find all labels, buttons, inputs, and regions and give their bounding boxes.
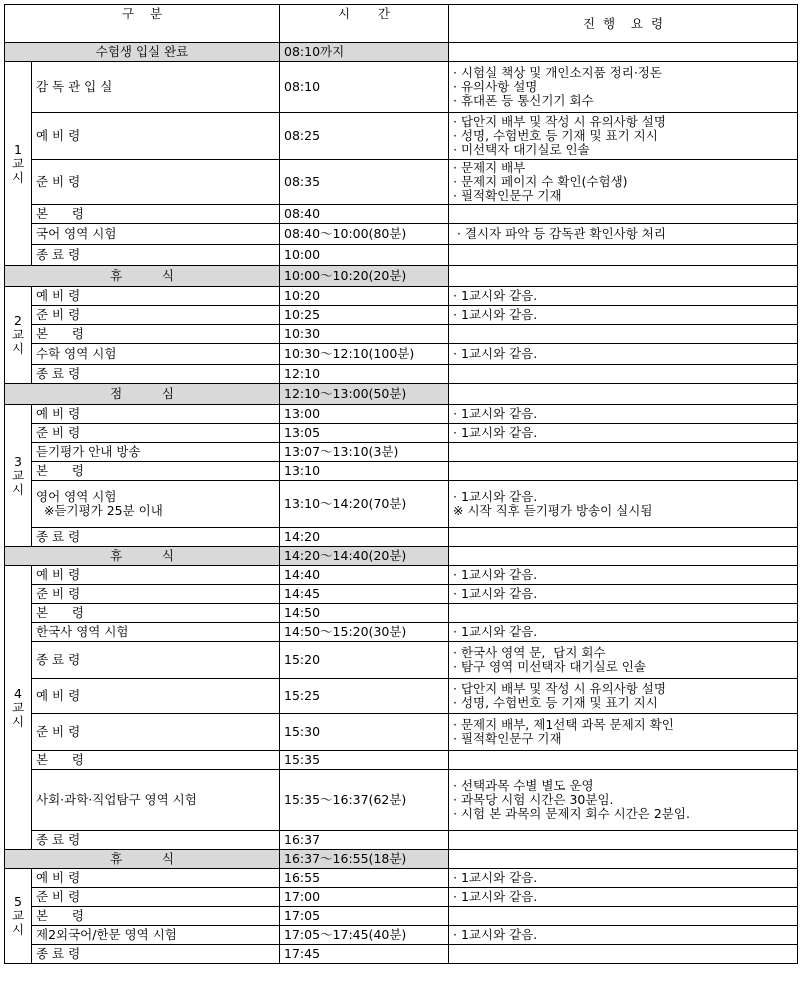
stage-time: 13:10 (280, 462, 449, 481)
schedule-row (5, 287, 798, 306)
schedule-row (5, 245, 798, 266)
break-time: 14:20～14:40(20분) (280, 547, 449, 566)
note-line: · 1교시와 같음. (453, 927, 538, 942)
stage-label-text: 국어 영역 시험 (36, 226, 117, 241)
schedule-row (5, 325, 798, 344)
note-line: · 1교시와 같음. (453, 870, 538, 885)
stage-label-text: 종 료 령 (36, 946, 81, 961)
stage-notes (449, 113, 798, 160)
stage-time: 13:05 (280, 424, 449, 443)
stage-label (32, 443, 280, 462)
stage-notes (449, 528, 798, 547)
schedule-row (5, 424, 798, 443)
stage-time: 10:00 (280, 245, 449, 266)
schedule-row (5, 585, 798, 604)
schedule-row (5, 907, 798, 926)
stage-notes (449, 224, 798, 245)
break-time: 10:00～10:20(20분) (280, 266, 449, 287)
stage-notes (449, 344, 798, 365)
schedule-row (5, 365, 798, 384)
stage-label-text: 제2외국어/한문 영역 시험 (36, 927, 177, 942)
schedule-row (5, 679, 798, 714)
stage-time: 15:20 (280, 642, 449, 679)
stage-time: 08:10 (280, 62, 449, 113)
stage-notes (449, 205, 798, 224)
stage-notes (449, 679, 798, 714)
period-label: 4 교 시 (5, 566, 32, 850)
stage-label (32, 224, 280, 245)
stage-label-text: 본 령 (36, 605, 84, 620)
stage-notes (449, 306, 798, 325)
header-time: 시 간 (280, 5, 449, 43)
stage-notes (449, 443, 798, 462)
stage-label-text: 본 령 (36, 463, 84, 478)
stage-time: 16:55 (280, 869, 449, 888)
stage-time: 15:35 (280, 751, 449, 770)
stage-label (32, 205, 280, 224)
stage-label (32, 344, 280, 365)
stage-label-text: 예 비 령 (36, 406, 81, 421)
stage-time: 15:35～16:37(62분) (280, 770, 449, 831)
exam-schedule-table (4, 4, 798, 964)
stage-label-text: 한국사 영역 시험 (36, 624, 129, 639)
period-label: 1 교 시 (5, 62, 32, 266)
schedule-row (5, 405, 798, 424)
stage-label-text: 예 비 령 (36, 688, 81, 703)
break-label: 휴 식 (5, 547, 280, 566)
note-line: · 선택과목 수별 별도 운영 (453, 778, 594, 793)
schedule-row (5, 344, 798, 365)
stage-label (32, 642, 280, 679)
stage-time: 15:25 (280, 679, 449, 714)
note-line: · 필적확인문구 기재 (453, 188, 562, 203)
stage-label-text: 사회·과학·직업탐구 영역 시험 (36, 792, 197, 807)
stage-notes (449, 585, 798, 604)
note-line: · 성명, 수험번호 등 기재 및 표기 지시 (453, 695, 658, 710)
note-line: · 문제지 배부 (453, 160, 526, 175)
note-line: · 시험 본 과목의 문제지 회수 시간은 2분임. (453, 806, 690, 821)
stage-label (32, 160, 280, 205)
schedule-row (5, 714, 798, 751)
stage-time: 14:50～15:20(30분) (280, 623, 449, 642)
stage-time: 14:20 (280, 528, 449, 547)
stage-label (32, 405, 280, 424)
stage-time: 17:05 (280, 907, 449, 926)
stage-notes (449, 926, 798, 945)
note-line: · 1교시와 같음. (453, 889, 538, 904)
schedule-row (5, 306, 798, 325)
schedule-row (5, 926, 798, 945)
note-line: · 성명, 수험번호 등 기재 및 표기 지시 (453, 128, 658, 143)
stage-time: 14:45 (280, 585, 449, 604)
schedule-row (5, 888, 798, 907)
stage-notes (449, 714, 798, 751)
schedule-row (5, 869, 798, 888)
note-line: · 문제지 배부, 제1선택 과목 문제지 확인 (453, 717, 674, 732)
stage-time: 17:45 (280, 945, 449, 964)
note-line: · 유의사항 설명 (453, 79, 538, 94)
stage-label-text: 수학 영역 시험 (36, 346, 117, 361)
stage-label (32, 770, 280, 831)
stage-label-text: 감 독 관 입 실 (36, 79, 113, 94)
schedule-row (5, 113, 798, 160)
table-header-row (5, 5, 798, 43)
period-label: 3 교 시 (5, 405, 32, 547)
stage-label-text: 준 비 령 (36, 307, 81, 322)
stage-label-text: 예 비 령 (36, 128, 81, 143)
stage-label-text: 예 비 령 (36, 288, 81, 303)
schedule-row (5, 566, 798, 585)
note-line: · 결시자 파악 등 감독관 확인사항 처리 (453, 226, 666, 241)
stage-label (32, 926, 280, 945)
note-line: · 1교시와 같음. (453, 288, 538, 303)
stage-label (32, 481, 280, 528)
stage-label-text: 종 료 령 (36, 247, 81, 262)
stage-label (32, 623, 280, 642)
break-row (5, 43, 798, 62)
note-line: · 답안지 배부 및 작성 시 유의사항 설명 (453, 681, 666, 696)
stage-label (32, 62, 280, 113)
stage-label (32, 831, 280, 850)
schedule-row (5, 770, 798, 831)
note-line: · 1교시와 같음. (453, 567, 538, 582)
stage-label (32, 462, 280, 481)
schedule-row (5, 443, 798, 462)
stage-label (32, 679, 280, 714)
stage-label-text: 본 령 (36, 752, 84, 767)
stage-notes (449, 481, 798, 528)
stage-time: 13:00 (280, 405, 449, 424)
period-label: 2 교 시 (5, 287, 32, 384)
break-notes (449, 850, 798, 869)
stage-label (32, 888, 280, 907)
stage-time: 08:40 (280, 205, 449, 224)
break-notes (449, 43, 798, 62)
stage-label-text: 예 비 령 (36, 870, 81, 885)
stage-time: 17:00 (280, 888, 449, 907)
stage-label (32, 907, 280, 926)
stage-label-text: 예 비 령 (36, 567, 81, 582)
stage-notes (449, 405, 798, 424)
stage-label-text: 본 령 (36, 908, 84, 923)
stage-time: 16:37 (280, 831, 449, 850)
break-label: 휴 식 (5, 266, 280, 287)
stage-time: 17:05～17:45(40분) (280, 926, 449, 945)
schedule-row (5, 481, 798, 528)
schedule-row (5, 528, 798, 547)
stage-time: 10:25 (280, 306, 449, 325)
schedule-row (5, 623, 798, 642)
note-line: · 과목당 시험 시간은 30분임. (453, 792, 614, 807)
break-label: 휴 식 (5, 850, 280, 869)
stage-notes (449, 287, 798, 306)
break-time: 16:37～16:55(18분) (280, 850, 449, 869)
stage-notes (449, 751, 798, 770)
stage-notes (449, 462, 798, 481)
stage-notes (449, 945, 798, 964)
stage-label-text: 준 비 령 (36, 174, 81, 189)
stage-notes (449, 869, 798, 888)
break-notes (449, 384, 798, 405)
stage-notes (449, 365, 798, 384)
stage-time: 13:07～13:10(3분) (280, 443, 449, 462)
break-time: 08:10까지 (280, 43, 449, 62)
note-line: · 1교시와 같음. (453, 346, 538, 361)
stage-notes (449, 888, 798, 907)
break-row (5, 384, 798, 405)
note-line: · 1교시와 같음. (453, 307, 538, 322)
break-label: 점 심 (5, 384, 280, 405)
stage-notes (449, 770, 798, 831)
schedule-row (5, 205, 798, 224)
stage-label (32, 424, 280, 443)
stage-time: 14:50 (280, 604, 449, 623)
stage-label (32, 751, 280, 770)
break-notes (449, 547, 798, 566)
note-line: · 답안지 배부 및 작성 시 유의사항 설명 (453, 114, 666, 129)
stage-label-text: 준 비 령 (36, 724, 81, 739)
note-line: · 탐구 영역 미선택자 대기실로 인솔 (453, 659, 646, 674)
stage-time: 15:30 (280, 714, 449, 751)
stage-notes (449, 623, 798, 642)
schedule-row (5, 62, 798, 113)
stage-label-text: 종 료 령 (36, 366, 81, 381)
stage-label-text: 준 비 령 (36, 586, 81, 601)
note-line: · 시험실 책상 및 개인소지품 정리·정돈 (453, 65, 662, 80)
break-time: 12:10～13:00(50분) (280, 384, 449, 405)
stage-label (32, 306, 280, 325)
stage-time: 14:40 (280, 566, 449, 585)
note-line: · 1교시와 같음. (453, 489, 538, 504)
schedule-row (5, 160, 798, 205)
note-line: · 1교시와 같음. (453, 425, 538, 440)
schedule-row (5, 831, 798, 850)
stage-notes (449, 424, 798, 443)
note-line: · 1교시와 같음. (453, 586, 538, 601)
note-line: · 휴대폰 등 통신기기 회수 (453, 93, 594, 108)
stage-time: 13:10～14:20(70분) (280, 481, 449, 528)
stage-label (32, 245, 280, 266)
break-label: 수험생 입실 완료 (5, 43, 280, 62)
stage-notes (449, 245, 798, 266)
note-line: · 필적확인문구 기재 (453, 731, 562, 746)
stage-notes (449, 831, 798, 850)
stage-time: 08:40～10:00(80분) (280, 224, 449, 245)
stage-notes (449, 642, 798, 679)
stage-label-text: 본 령 (36, 206, 84, 221)
header-category: 구 분 (5, 5, 280, 43)
stage-time: 08:25 (280, 113, 449, 160)
stage-label (32, 714, 280, 751)
schedule-row (5, 604, 798, 623)
stage-label-text: 종 료 령 (36, 529, 81, 544)
stage-label-text: 종 료 령 (36, 832, 81, 847)
break-notes (449, 266, 798, 287)
stage-time: 08:35 (280, 160, 449, 205)
note-line: · 1교시와 같음. (453, 406, 538, 421)
stage-label-text: 종 료 령 (36, 652, 81, 667)
note-line: · 미선택자 대기실로 인솔 (453, 142, 590, 157)
period-label: 5 교 시 (5, 869, 32, 964)
header-procedure: 진 행 요 령 (449, 5, 798, 43)
stage-time: 10:30～12:10(100분) (280, 344, 449, 365)
note-line: · 1교시와 같음. (453, 624, 538, 639)
break-row (5, 547, 798, 566)
stage-label (32, 869, 280, 888)
stage-label (32, 585, 280, 604)
stage-time: 10:20 (280, 287, 449, 306)
stage-notes (449, 160, 798, 205)
stage-notes (449, 907, 798, 926)
schedule-row (5, 945, 798, 964)
stage-label (32, 604, 280, 623)
break-row (5, 850, 798, 869)
stage-notes (449, 566, 798, 585)
stage-label-text: 듣기평가 안내 방송 (36, 444, 141, 459)
schedule-row (5, 751, 798, 770)
note-line: · 문제지 페이지 수 확인(수험생) (453, 174, 628, 189)
stage-label (32, 287, 280, 306)
schedule-row (5, 462, 798, 481)
break-row (5, 266, 798, 287)
stage-label-text: 영어 영역 시험 (36, 489, 117, 504)
stage-label (32, 528, 280, 547)
stage-label-text: 준 비 령 (36, 425, 81, 440)
stage-time: 12:10 (280, 365, 449, 384)
note-line: ※ 시작 직후 듣기평가 방송이 실시됨 (453, 503, 653, 518)
stage-notes (449, 325, 798, 344)
stage-label-text: 준 비 령 (36, 889, 81, 904)
stage-notes (449, 604, 798, 623)
stage-label (32, 566, 280, 585)
stage-notes (449, 62, 798, 113)
schedule-row (5, 224, 798, 245)
stage-label (32, 945, 280, 964)
stage-label (32, 325, 280, 344)
stage-time: 10:30 (280, 325, 449, 344)
stage-label (32, 365, 280, 384)
schedule-row (5, 642, 798, 679)
stage-label-text: 본 령 (36, 326, 84, 341)
stage-label-note: ※듣기평가 25분 이내 (36, 503, 163, 518)
note-line: · 한국사 영역 문, 답지 회수 (453, 645, 606, 660)
schedule-body (5, 43, 798, 964)
stage-label (32, 113, 280, 160)
